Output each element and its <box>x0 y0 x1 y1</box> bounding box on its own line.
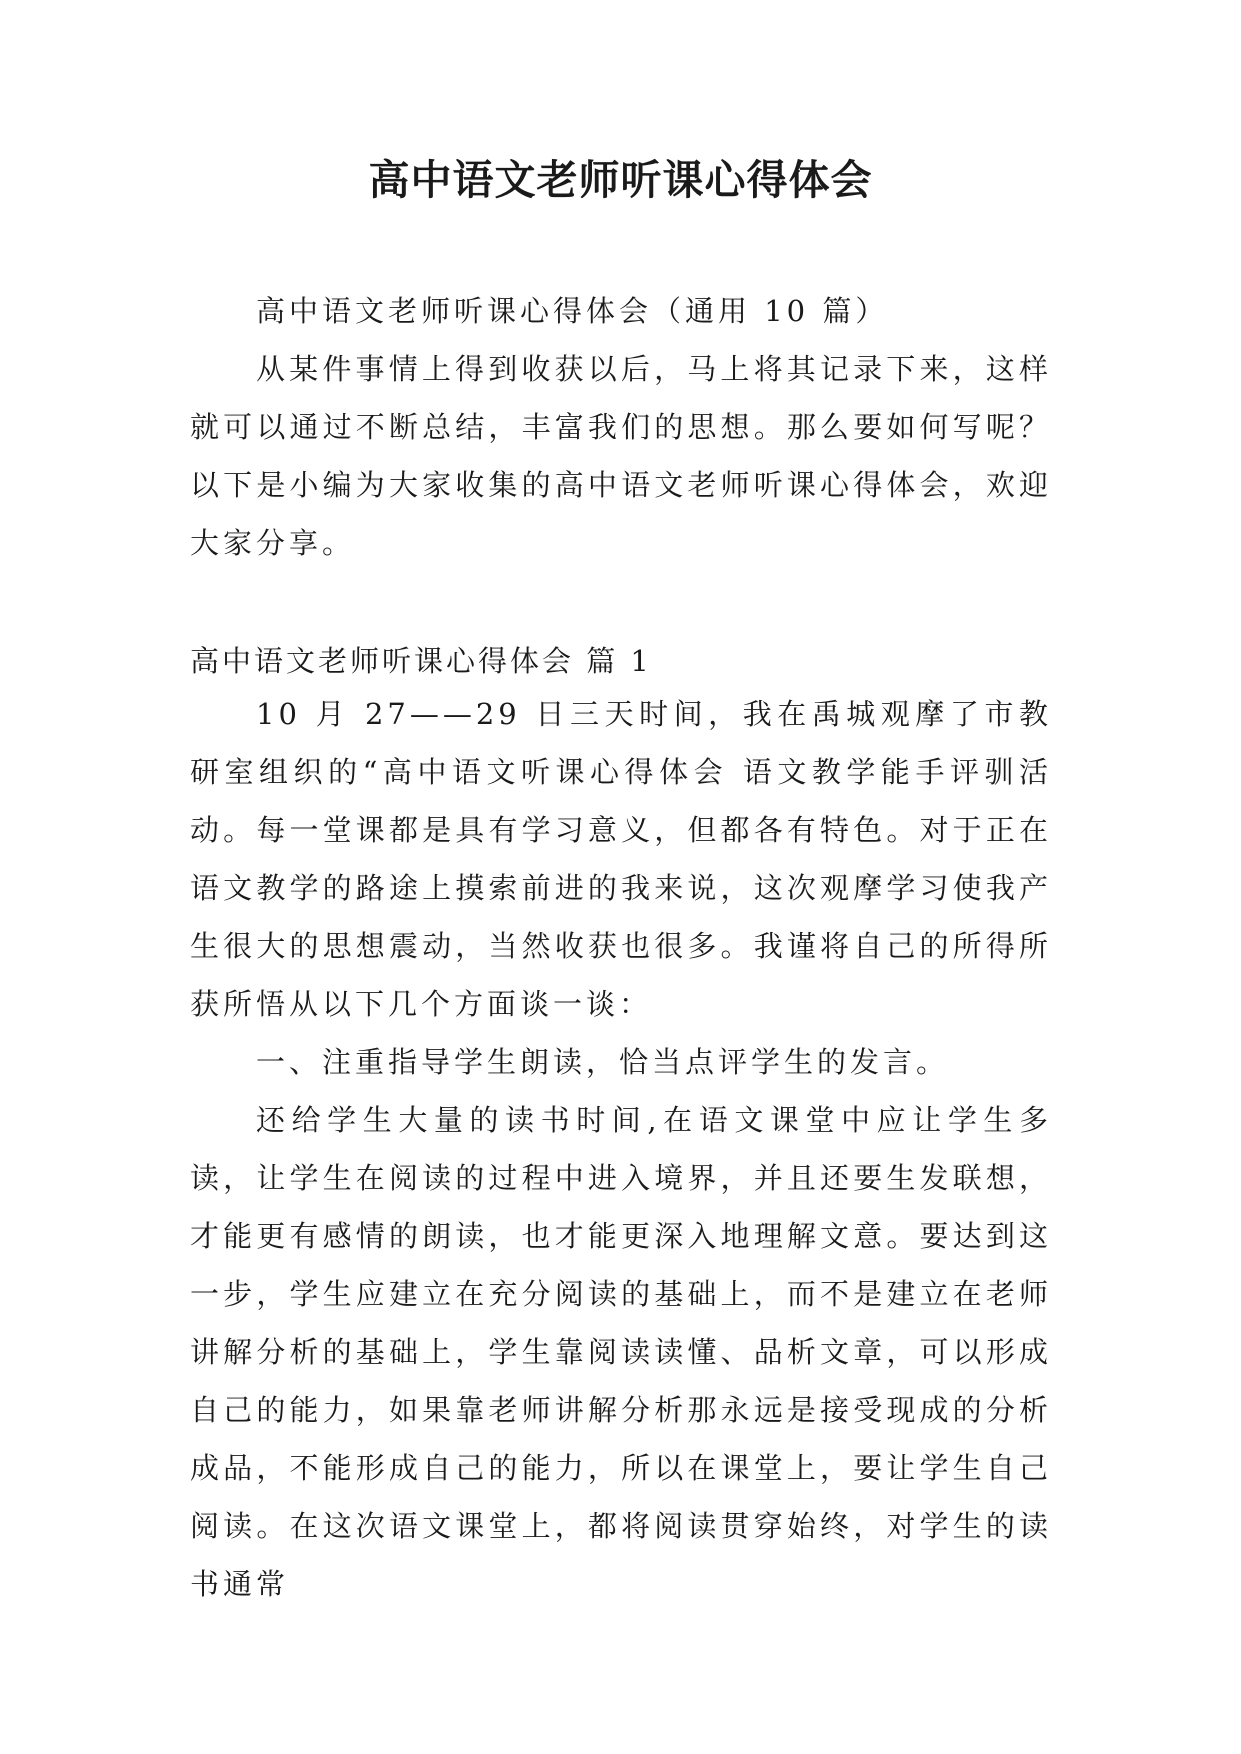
intro-subtitle: 高中语文老师听课心得体会（通用 10 篇） <box>256 294 889 328</box>
body-paragraph: 10 月 27——29 日三天时间，我在禹城观摩了市教研室组织的“高中语文听课心得体会 语文教学能手评驯活动。每一堂课都是具有学习意义，但都各有特色。对于正在语文教学的路途上摸索前进的我来说，这次观摩学习使我产生很大的思想震动，当然收获也很多。我谨将自己的所得所获所悟从以下几个方面谈一谈： <box>190 697 1052 1021</box>
body-paragraph: 还给学生大量的读书时间,在语文课堂中应让学生多读，让学生在阅读的过程中进入境界，并且还要生发联想，才能更有感情的朗读，也才能更深入地理解文意。要达到这一步，学生应建立在充分阅读的基础上，而不是建立在老师讲解分析的基础上，学生靠阅读读懂、品析文章，可以形成自己的能力，如果靠老师讲解分析那永远是接受现成的分析成品，不能形成自己的能力，所以在课堂上，要让学生自己阅读。在这次语文课堂上，都将阅读贯穿始终，对学生的读书通常 <box>190 1103 1052 1601</box>
intro-paragraph: 从某件事情上得到收获以后，马上将其记录下来，这样就可以通过不断总结，丰富我们的思想。那么要如何写呢？以下是小编为大家收集的高中语文老师听课心得体会，欢迎大家分享。 <box>190 352 1052 560</box>
intro-block <box>190 282 1052 572</box>
section-heading: 高中语文老师听课心得体会 篇 1 <box>190 644 652 678</box>
body-paragraph: 一、注重指导学生朗读，恰当点评学生的发言。 <box>256 1045 950 1079</box>
section-body <box>190 685 1052 1613</box>
document-title: 高中语文老师听课心得体会 <box>368 156 873 204</box>
